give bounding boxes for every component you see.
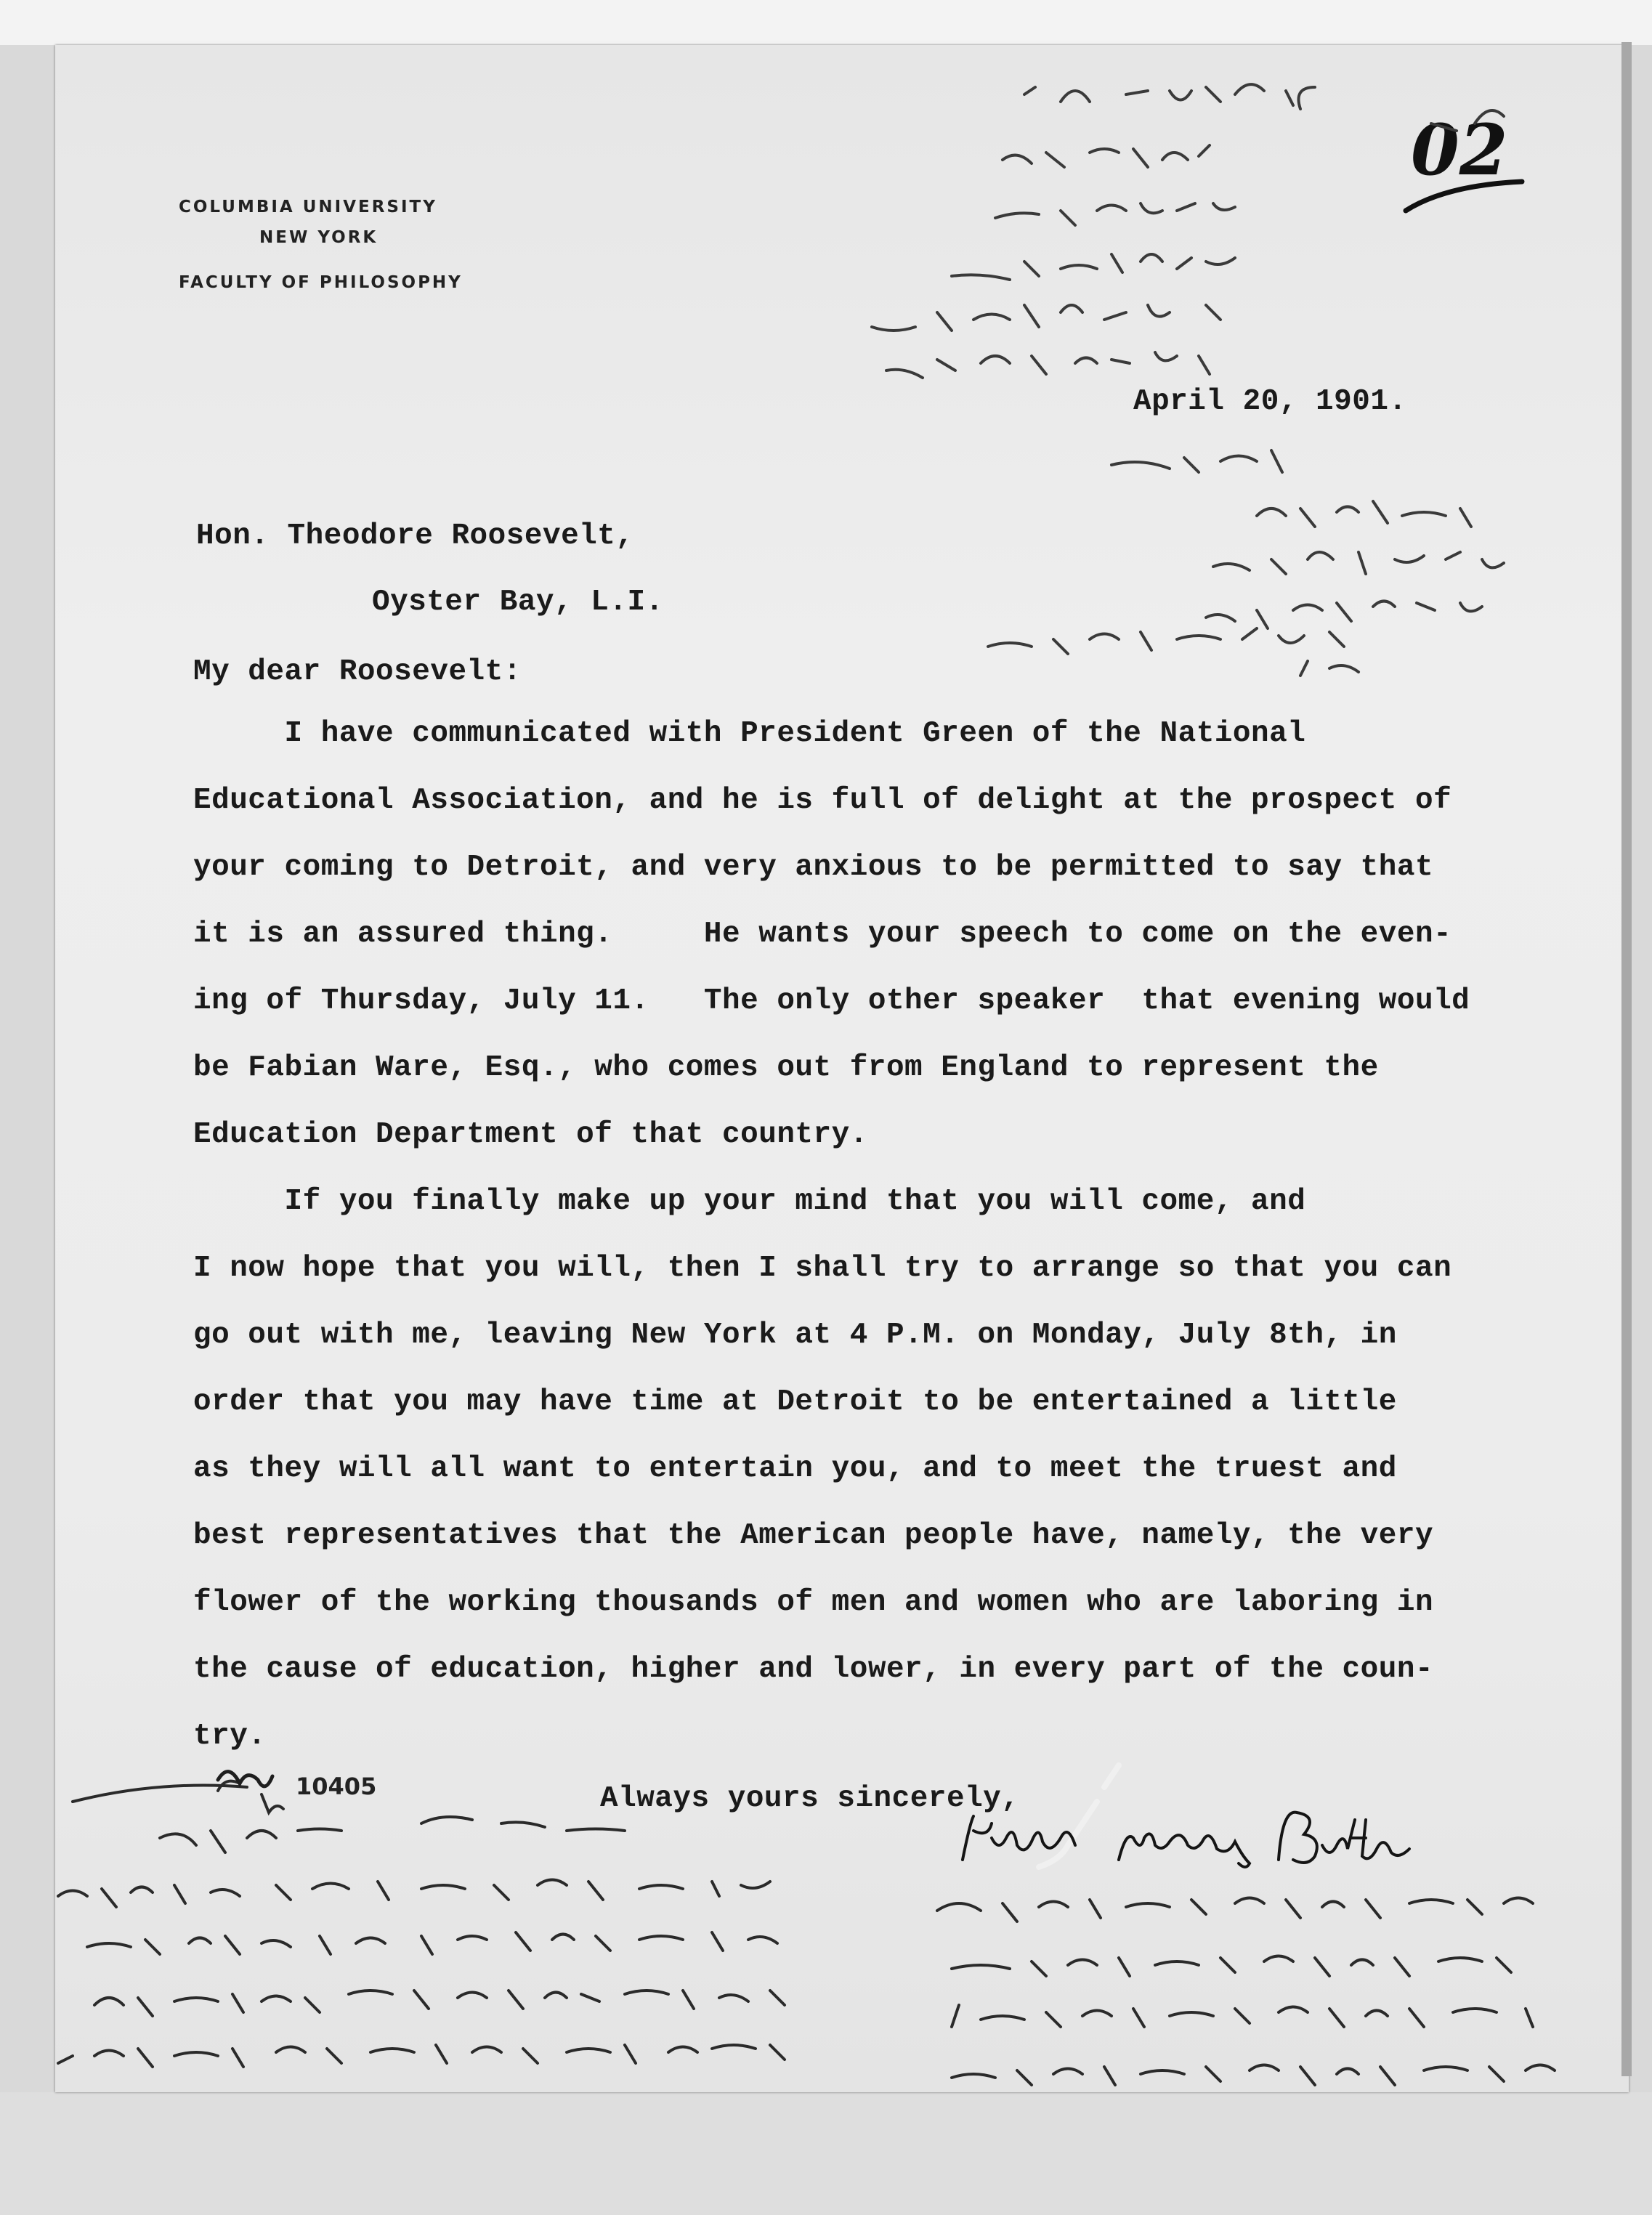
top-margin-strip bbox=[0, 0, 1652, 45]
shorthand-notes-top-right bbox=[894, 65, 1591, 705]
recipient-address: Oyster Bay, L.I. bbox=[372, 586, 664, 619]
letterhead-city: NEW YORK bbox=[259, 228, 378, 247]
body-line: try. bbox=[193, 1720, 267, 1753]
bottom-margin-strip bbox=[0, 2092, 1652, 2215]
page-edge-shadow bbox=[1621, 42, 1632, 2076]
letterhead-faculty: FACULTY OF PHILOSOPHY bbox=[179, 273, 463, 292]
recipient-name: Hon. Theodore Roosevelt, bbox=[196, 519, 634, 553]
sheet-number-annotation: 02 bbox=[1411, 109, 1508, 191]
file-number-mark bbox=[211, 1751, 298, 1809]
body-line: Education Department of that country. bbox=[193, 1118, 868, 1151]
body-line: I have communicated with President Green of the National bbox=[193, 717, 1306, 750]
letterhead-institution: COLUMBIA UNIVERSITY bbox=[179, 198, 437, 216]
body-line: If you finally make up your mind that you will come, and bbox=[193, 1185, 1306, 1218]
body-line: best representatives that the American people have, namely, the very bbox=[193, 1519, 1434, 1552]
body-line: Educational Association, and he is full of delight at the prospect of bbox=[193, 784, 1452, 817]
body-line: be Fabian Ware, Esq., who comes out from England to represent the bbox=[193, 1051, 1379, 1085]
body-line: the cause of education, higher and lower, in every part of the coun- bbox=[193, 1653, 1434, 1686]
salutation: My dear Roosevelt: bbox=[193, 655, 522, 689]
body-line: flower of the working thousands of men and women who are laboring in bbox=[193, 1586, 1434, 1619]
closing: Always yours sincerely, bbox=[600, 1782, 1020, 1815]
body-line: I now hope that you will, then I shall try to arrange so that you can bbox=[193, 1252, 1452, 1285]
body-line: order that you may have time at Detroit to be entertained a little bbox=[193, 1385, 1397, 1419]
signature bbox=[959, 1809, 1511, 1896]
body-line: as they will all want to entertain you, and to meet the truest and bbox=[193, 1452, 1397, 1486]
body-line: it is an assured thing. He wants your speech to come on the even- bbox=[193, 918, 1452, 951]
body-line: your coming to Detroit, and very anxious to be permitted to say that bbox=[193, 851, 1434, 884]
body-line: go out with me, leaving New York at 4 P.M. on Monday, July 8th, in bbox=[193, 1319, 1397, 1352]
file-number-annotation: 10405 bbox=[296, 1773, 377, 1800]
letter-date: April 20, 1901. bbox=[1133, 385, 1407, 418]
body-line: ing of Thursday, July 11. The only other speaker that evening would bbox=[193, 984, 1470, 1018]
